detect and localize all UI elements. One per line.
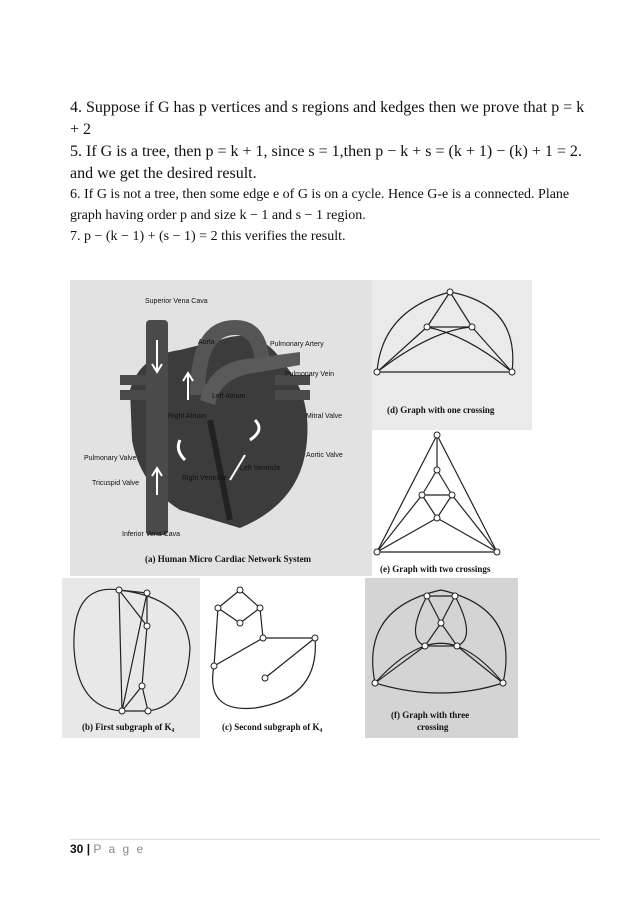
step-5-text: 5. If G is a tree, then p = k + 1, since s = 1,then p − k + s = (k + 1) − (k) + 1 = 2. and we get the desired result. xyxy=(70,143,582,182)
caption-e: (e) Graph with two crossings xyxy=(380,564,491,574)
label-aortic-valve: Aortic Valve xyxy=(306,452,343,459)
page-number: 30 xyxy=(70,842,84,856)
heart-figure xyxy=(70,280,372,576)
label-left-atrium: Left Atrium xyxy=(212,393,246,400)
caption-a: (a) Human Micro Cardiac Network System xyxy=(145,554,312,564)
graph-e-figure xyxy=(372,430,532,578)
caption-f-line1: (f) Graph with three xyxy=(391,710,470,720)
step-4-text: 4. Suppose if G has p vertices and s regions and kedges then we prove that p = k + 2 xyxy=(70,99,585,138)
footer-separator: | xyxy=(86,842,91,856)
caption-f-line2: crossing xyxy=(417,722,449,732)
caption-c: (c) Second subgraph of K₄ xyxy=(222,722,323,732)
label-pulmonary-artery: Pulmonary Artery xyxy=(270,341,324,348)
graph-c-figure xyxy=(200,578,365,738)
label-tricuspid-valve: Tricuspid Valve xyxy=(92,480,140,487)
label-aorta: Aorta xyxy=(198,339,215,346)
label-pulmonary-valve: Pulmonary Valve xyxy=(84,455,137,462)
page-word: P a g e xyxy=(93,842,146,856)
label-superior-vena-cava: Superior Vena Cava xyxy=(145,298,208,305)
page-footer xyxy=(70,839,600,856)
label-mitral-valve: Mitral Valve xyxy=(306,413,343,420)
step-7-text: 7. p − (k − 1) + (s − 1) = 2 this verifies the result. xyxy=(70,229,346,244)
step-6-text: 6. If G is not a tree, then some edge e of G is on a cycle. Hence G-e is a connected. Plane graph having order p and size k − 1 and s − 1 region. xyxy=(70,187,570,223)
label-left-ventricle: Left Ventricle xyxy=(240,465,281,472)
caption-d: (d) Graph with one crossing xyxy=(387,405,495,415)
caption-b: (b) First subgraph of K₄ xyxy=(82,722,175,732)
label-right-atrium: Right Atrium xyxy=(168,413,207,420)
label-pulmonary-vein: Pulmonary Vein xyxy=(285,371,335,378)
label-right-ventricle: Right Ventricle xyxy=(182,475,228,482)
graph-d-figure xyxy=(372,280,532,430)
graph-f-figure xyxy=(365,578,518,738)
label-inferior-vena-cava: Inferior Vena Cava xyxy=(122,531,180,538)
graph-b-figure xyxy=(62,578,200,738)
